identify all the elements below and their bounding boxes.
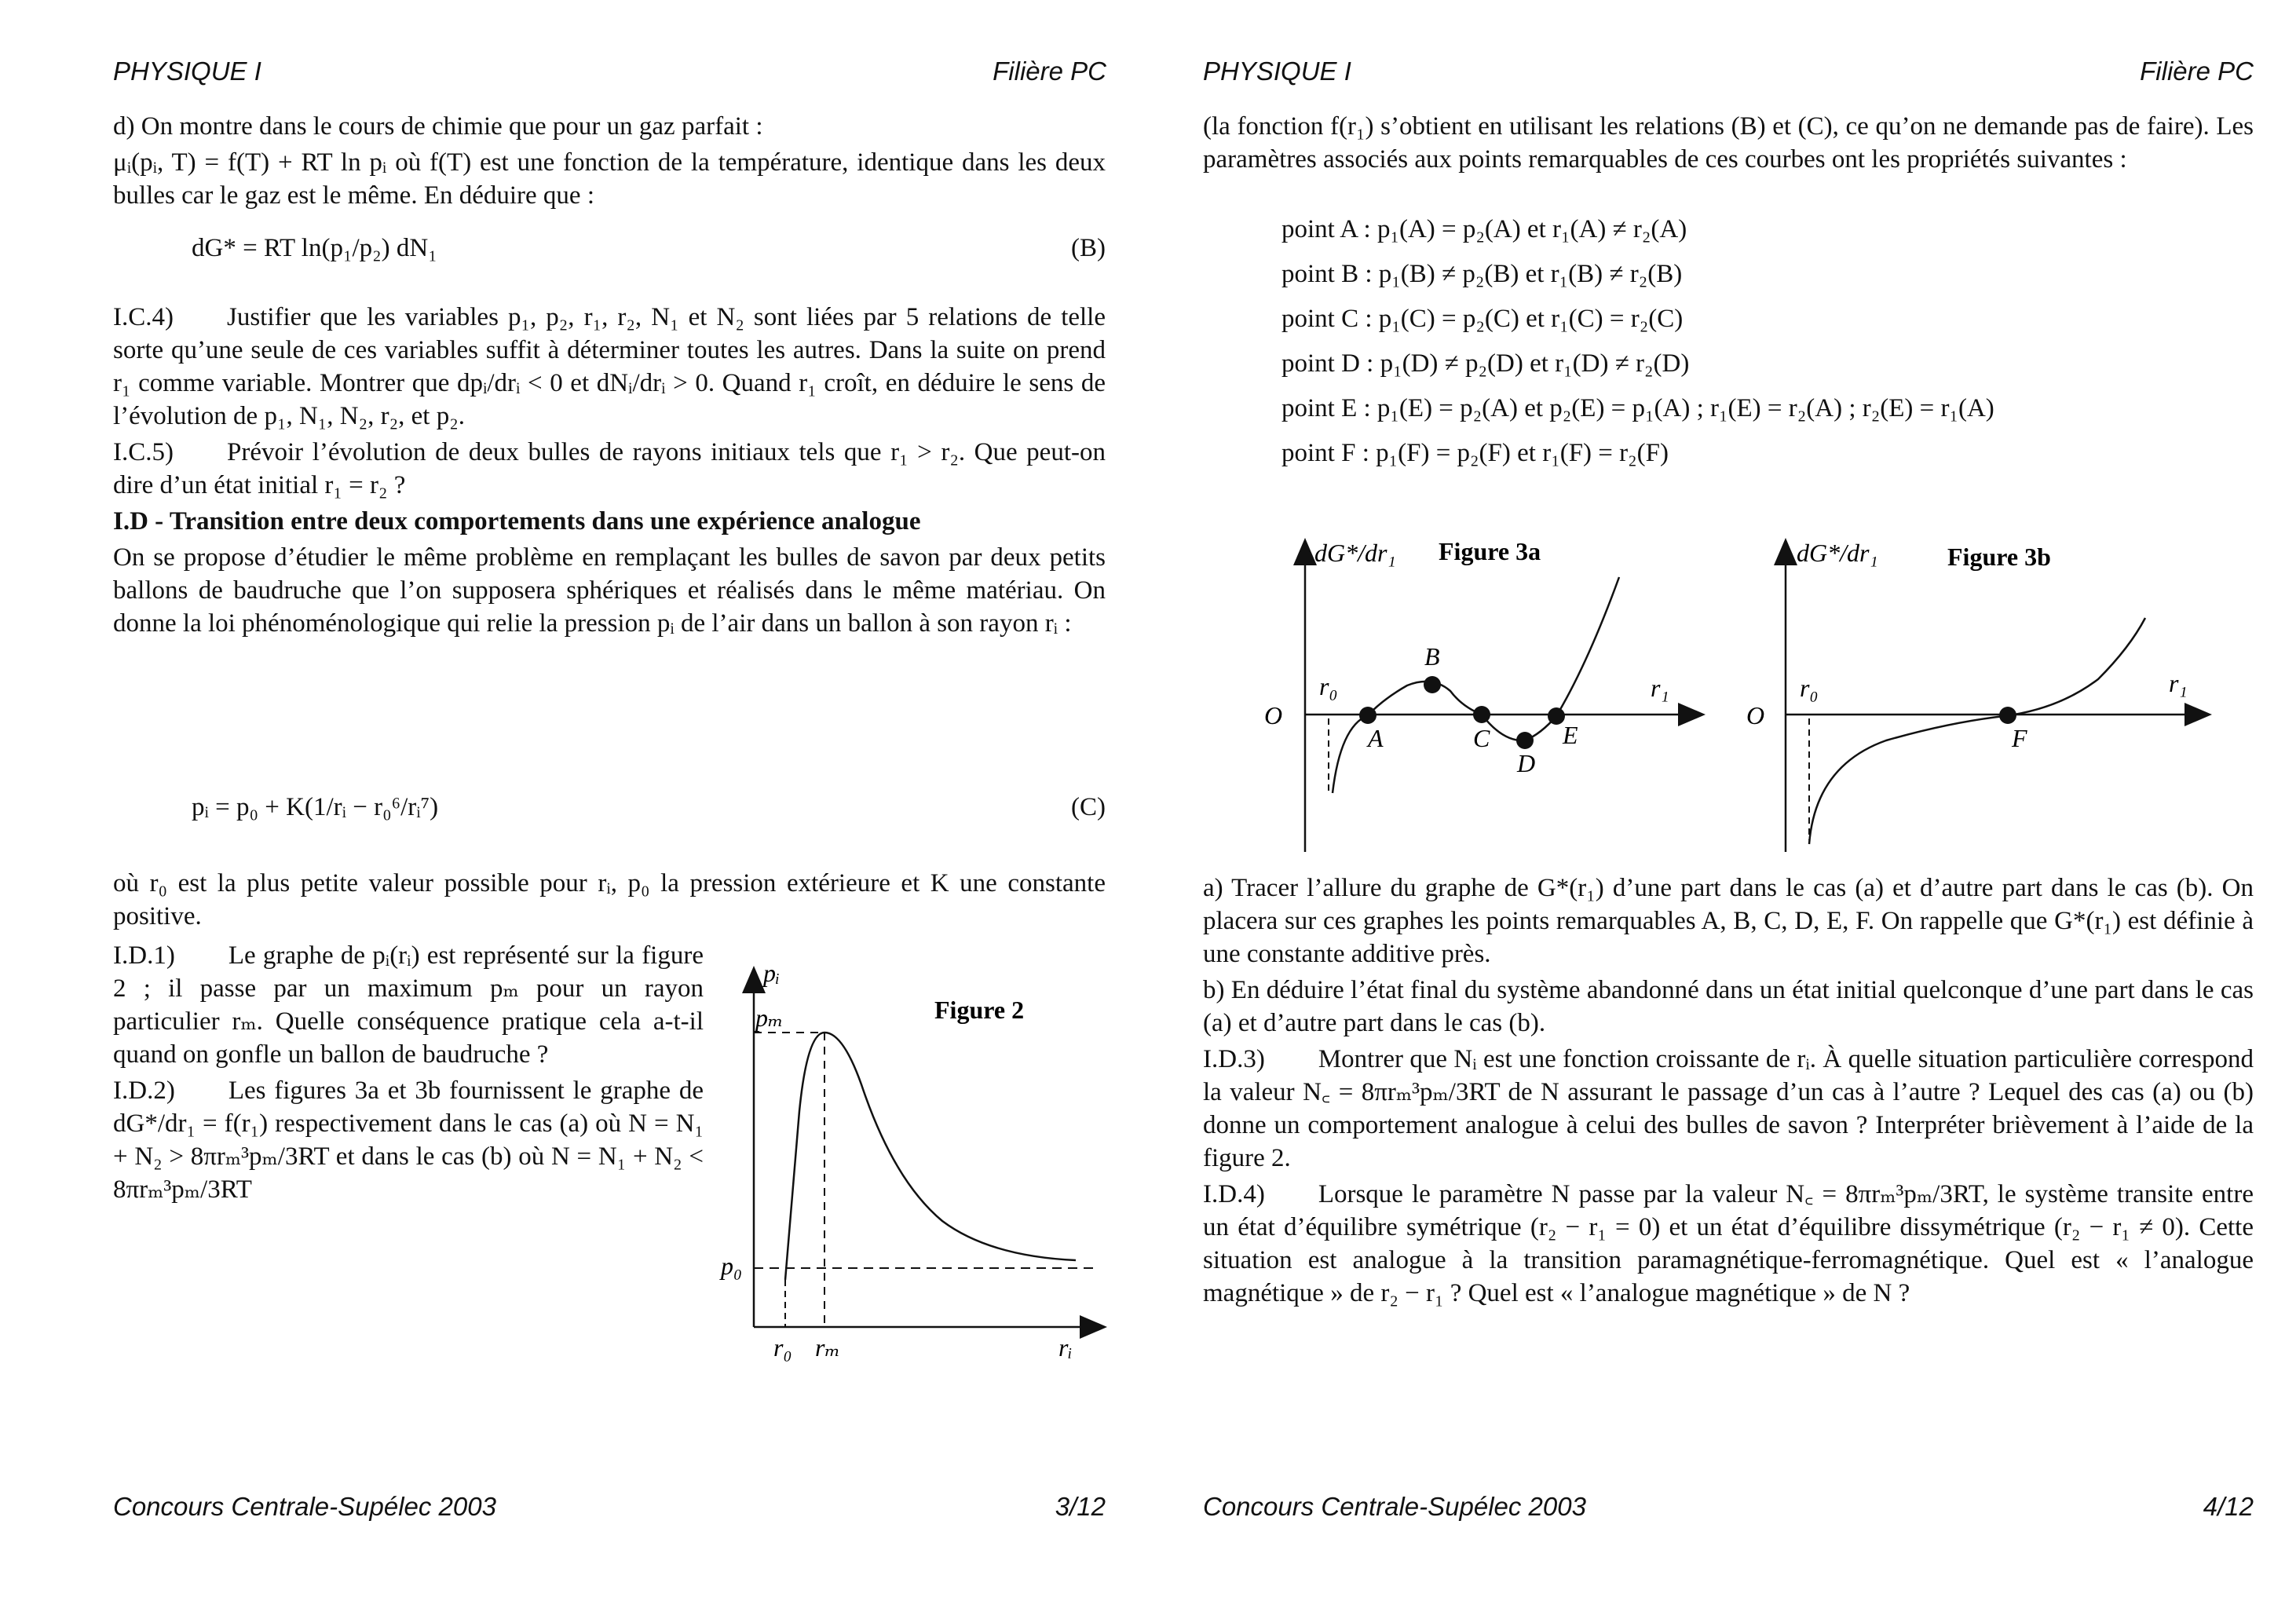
point-f-property: point F : p₁(F) = p₂(F) et r₁(F) = r₂(F) [1281,439,1669,467]
question-id1-number: I.D.1) [113,941,175,970]
page-4 [1148,0,2296,1623]
fig3a-point-d [1516,732,1534,749]
point-b-property: point B : p₁(B) ≠ p₂(B) et r₁(B) ≠ r₂(B) [1281,260,1683,288]
fig3a-ylabel: dG*/dr₁ [1314,539,1396,567]
question-id4 [1203,1178,2254,1310]
fig2-p0-label: p₀ [721,1252,743,1280]
point-d-property: point D : p₁(D) ≠ p₂(D) et r₁(D) ≠ r₂(D) [1281,349,1690,378]
question-id2-number: I.D.2) [113,1077,175,1105]
fig2-r0-label: r₀ [773,1333,792,1362]
paragraph-d-2: μᵢ(pᵢ, T) = f(T) + RT ln pᵢ où f(T) est une fonction de la température, identique dans les deux bulles car le gaz est le même. En déduire que : [113,148,1106,210]
fig3a-r0-label: r₀ [1319,672,1338,700]
fig3a-label-a: A [1368,724,1384,752]
question-id1-text: Le graphe de pᵢ(rᵢ) est représenté sur la figure 2 ; il passe par un maximum pₘ pour un rayon particulier rₘ. Quelle conséquence pratique cela a-t-il quand on gonfle un ballon de baudruche ? [113,941,704,1069]
fig3a-origin: O [1264,701,1283,729]
fig2-title: Figure 2 [934,996,1025,1024]
paragraph-after-c: où r₀ est la plus petite valeur possible pour rᵢ, p₀ la pression extérieure et K une constante positive. [113,869,1106,930]
fig3a-point-a [1359,707,1377,724]
equation-b: dG* = RT ln(p₁/p₂) dN₁ [192,234,437,262]
fig2-curve [785,1033,1076,1280]
fig3a-curve [1333,577,1619,793]
question-ic5-text: Prévoir l’évolution de deux bulles de rayons initiaux tels que r₁ > r₂. Que peut-on dire d’un état initial r₁ = r₂ ? [113,438,1106,499]
fig3b-label-f: F [2012,724,2027,752]
fig3a-point-c [1473,706,1490,723]
question-id4-text: Lorsque le paramètre N passe par la valeur N꜀ = 8πrₘ³pₘ/3RT, le système transite entre un état d’équilibre symétrique (r₂ − r₁ = 0) et un état d’équilibre dissymétrique (r₂ − r₁ ≠ 0). Cette situation est analogue à la transition paramagnétique-ferromagnétique. Quel est « l’analogue magnétique » de r₂ − r₁ ? Quel est « l’analogue magnétique » de N ? [1203,1180,2254,1307]
footer-page-number: 3/12 [1055,1492,1106,1521]
fig3a-point-b [1424,676,1441,693]
question-id3-number: I.D.3) [1203,1045,1265,1073]
fig2-xlabel: rᵢ [1058,1333,1073,1362]
fig2-pm-label: pₘ [755,1003,784,1032]
question-b: b) En déduire l’état final du système abandonné dans un état initial quelconque d’une part dans le cas (a) et d’autre part dans le cas (b). [1203,976,2254,1037]
header-track: Filière PC [2140,57,2254,86]
fig2-rm-label: rₘ [815,1333,841,1362]
question-ic4-text: Justifier que les variables p₁, p₂, r₁, r₂, N₁ et N₂ sont liées par 5 relations de telle sorte qu’une seule de ces variables suffit à déterminer toutes les autres. Dans la suite on prend r₁ comme variable. Montrer que dpᵢ/drᵢ < 0 et dNᵢ/drᵢ > 0. Quand r₁ croît, en déduire le sens de l’évolution de p₁, N₁, N₂, r₂, et p₂. [113,303,1106,430]
question-id1 [113,939,704,1071]
fig3b-curve [1809,618,2145,844]
question-a: a) Tracer l’allure du graphe de G*(r₁) d’une part dans le cas (a) et d’autre part dans le cas (b). On placera sur ces graphes les points remarquables A, B, C, D, E, F. On rappelle que G*(r₁) est définie à une constante additive près. [1203,874,2254,968]
figure-3b [1745,530,2232,860]
question-ic4-number: I.C.4) [113,303,174,331]
figure-3a [1227,530,1721,860]
point-c-property: point C : p₁(C) = p₂(C) et r₁(C) = r₂(C) [1281,305,1684,333]
fig3b-xlabel: r₁ [2169,669,2188,697]
fig3b-r0-label: r₀ [1800,674,1819,702]
section-title-id: I.D - Transition entre deux comportements dans une expérience analogue [113,507,921,536]
question-ic4 [113,301,1106,433]
question-id4-number: I.D.4) [1203,1180,1265,1208]
figure-2 [707,954,1115,1370]
point-e-property: point E : p₁(E) = p₂(A) et p₂(E) = p₁(A) ; r₁(E) = r₂(A) ; r₂(E) = r₁(A) [1281,394,1994,422]
fig3a-xlabel: r₁ [1651,674,1669,702]
question-ic5-number: I.C.5) [113,438,174,466]
equation-c-label: (C) [1071,793,1106,821]
fig3a-label-d: D [1517,749,1536,777]
text-block-questions [1203,872,2254,1313]
equation-c: pᵢ = p₀ + K(1/rᵢ − r₀⁶/rᵢ⁷) [192,793,439,821]
footer-page-number: 4/12 [2203,1492,2254,1521]
fig3a-label-e: E [1563,721,1578,749]
paragraph-d-1: d) On montre dans le cours de chimie que pour un gaz parfait : [113,112,763,141]
question-id3-text: Montrer que Nᵢ est une fonction croissante de rᵢ. À quelle situation particulière correspond la valeur N꜀ = 8πrₘ³pₘ/3RT de N assurant le passage d’un cas à l’autre ? Lequel des cas (a) ou (b) donne un comportement analogue à celui des bulles de savon ? Interpréter brièvement à l’aide de la figure 2. [1203,1045,2254,1172]
footer-contest: Concours Centrale-Supélec 2003 [113,1492,496,1521]
question-id2-text: Les figures 3a et 3b fournissent le graphe de dG*/dr₁ = f(r₁) respectivement dans le cas (a) où N = N₁ + N₂ > 8πrₘ³pₘ/3RT et dans le cas (b) où N = N₁ + N₂ < 8πrₘ³pₘ/3RT [113,1077,704,1204]
header-subject: PHYSIQUE I [1203,57,1351,86]
fig3b-point-f [1999,707,2016,724]
fig3a-label-b: B [1424,642,1440,671]
text-block-id12 [113,939,704,1209]
fig3b-ylabel: dG*/dr₁ [1797,539,1878,567]
text-block-ic [113,301,1106,643]
text-block-d [113,110,1106,215]
question-id3 [1203,1043,2254,1175]
fig3b-origin: O [1746,701,1765,729]
footer-contest: Concours Centrale-Supélec 2003 [1203,1492,1586,1521]
header-track: Filière PC [993,57,1106,86]
fig3b-title: Figure 3b [1947,543,2051,571]
question-ic5 [113,436,1106,502]
point-a-property: point A : p₁(A) = p₂(A) et r₁(A) ≠ r₂(A) [1281,215,1687,243]
question-id2 [113,1074,704,1206]
fig3a-label-c: C [1473,724,1490,752]
fig2-ylabel: pᵢ [763,959,781,987]
fig3a-title: Figure 3a [1439,537,1541,565]
equation-b-label: (B) [1071,234,1106,262]
paragraph-id-intro: On se propose d’étudier le même problème en remplaçant les bulles de savon par deux petits ballons de baudruche que l’on supposera sphériques et réalisés dans le même matériau. On donne la loi phénoménologique qui relie la pression pᵢ de l’air dans un ballon à son rayon rᵢ : [113,543,1106,638]
header-subject: PHYSIQUE I [113,57,261,86]
paragraph-intro: (la fonction f(r₁) s’obtient en utilisant les relations (B) et (C), ce qu’on ne demande pas de faire). Les paramètres associés aux points remarquables de ces courbes ont les propriétés suivantes : [1203,112,2254,174]
